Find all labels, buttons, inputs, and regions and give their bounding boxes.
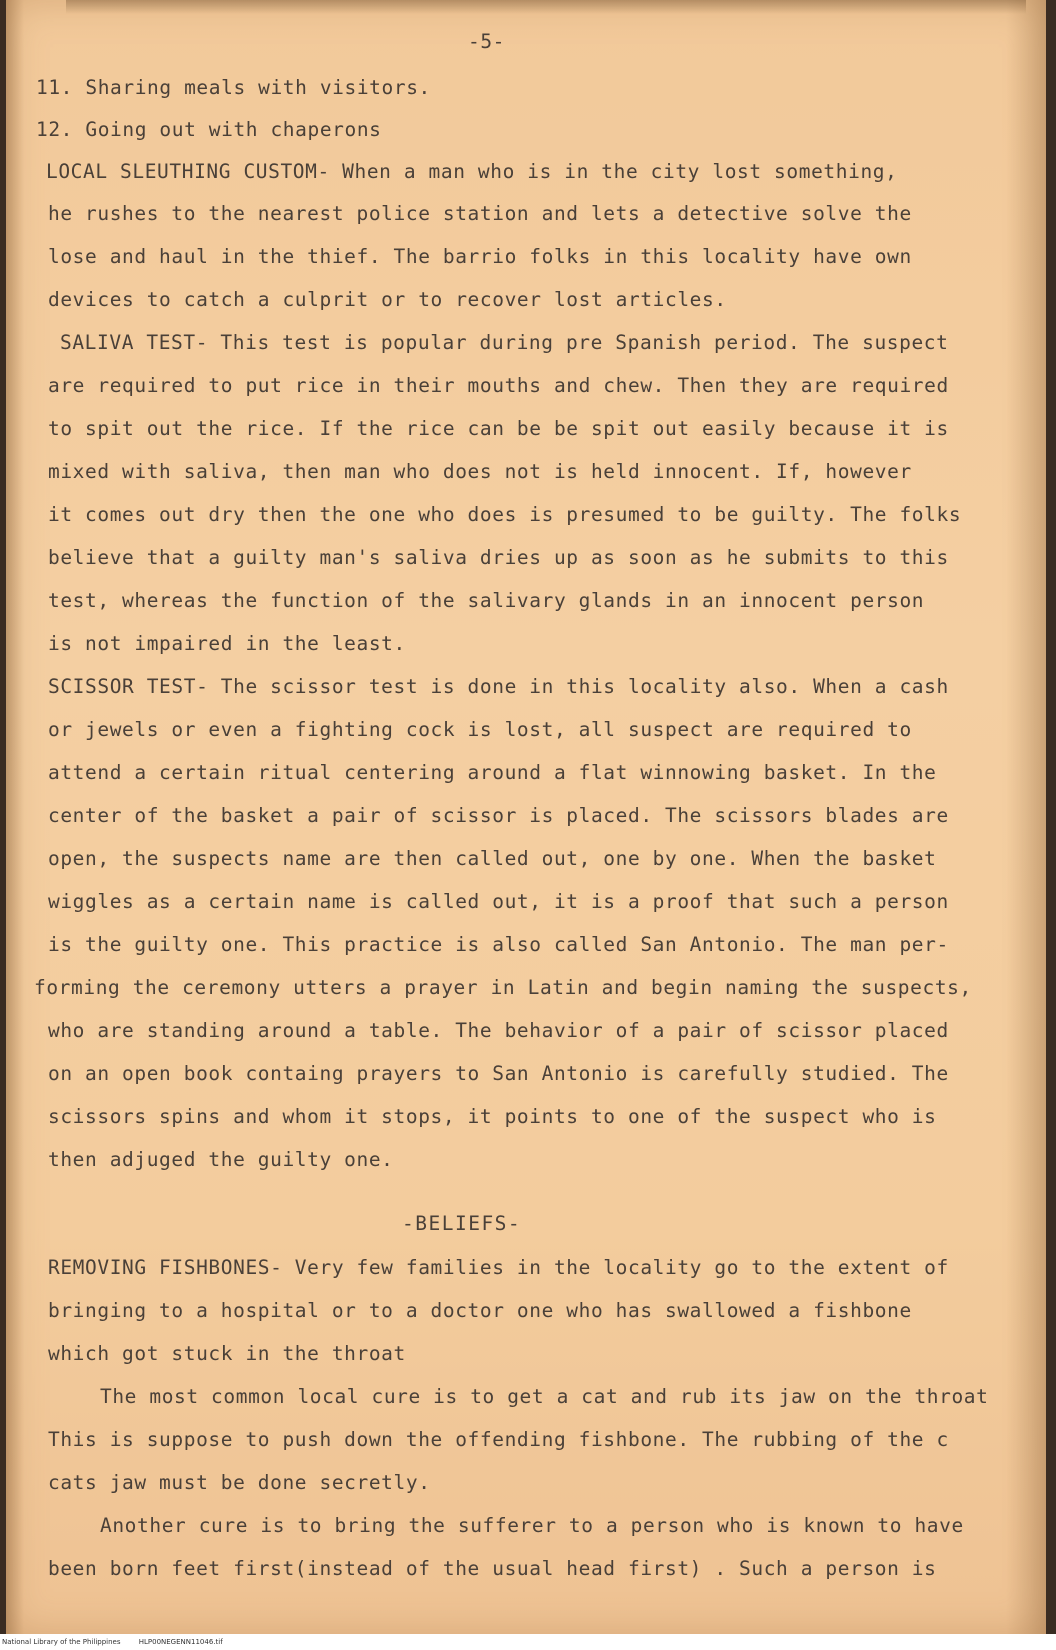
- text-line: SCISSOR TEST- The scissor test is done in this locality also. When a cash: [48, 675, 949, 698]
- text-line: or jewels or even a fighting cock is lost, all suspect are required to: [48, 718, 912, 741]
- text-line: 12. Going out with chaperons: [36, 118, 382, 141]
- text-line: mixed with saliva, then man who does not is held innocent. If, however: [48, 460, 912, 483]
- footer-file-id: HLP00NEGENN11046.tif: [138, 1638, 223, 1646]
- text-line: been born feet first(instead of the usual head first) . Such a person is: [48, 1557, 937, 1580]
- text-line: The most common local cure is to get a cat and rub its jaw on the throat: [100, 1385, 989, 1408]
- page-number: -5-: [468, 30, 506, 53]
- scan-footer: [0, 1634, 1056, 1650]
- text-line: it comes out dry then the one who does is presumed to be guilty. The folks: [48, 503, 962, 526]
- text-line: REMOVING FISHBONES- Very few families in the locality go to the extent of: [48, 1256, 949, 1279]
- text-line: devices to catch a culprit or to recover lost articles.: [48, 288, 727, 311]
- text-line: which got stuck in the throat: [48, 1342, 406, 1365]
- text-line: This is suppose to push down the offending fishbone. The rubbing of the c: [48, 1428, 949, 1451]
- text-line: center of the basket a pair of scissor is placed. The scissors blades are: [48, 804, 949, 827]
- text-line: attend a certain ritual centering around a flat winnowing basket. In the: [48, 761, 937, 784]
- text-line: he rushes to the nearest police station and lets a detective solve the: [48, 202, 912, 225]
- text-line: Another cure is to bring the sufferer to a person who is known to have: [100, 1514, 964, 1537]
- text-line: is not impaired in the least.: [48, 632, 406, 655]
- text-line: then adjuged the guilty one.: [48, 1148, 394, 1171]
- text-line: 11. Sharing meals with visitors.: [36, 76, 431, 99]
- text-line: bringing to a hospital or to a doctor one who has swallowed a fishbone: [48, 1299, 912, 1322]
- text-line: test, whereas the function of the salivary glands in an innocent person: [48, 589, 925, 612]
- text-line: forming the ceremony utters a prayer in Latin and begin naming the suspects,: [34, 976, 972, 999]
- section-heading-beliefs: -BELIEFS-: [402, 1212, 522, 1235]
- text-line: scissors spins and whom it stops, it points to one of the suspect who is: [48, 1105, 937, 1128]
- text-line: open, the suspects name are then called out, one by one. When the basket: [48, 847, 937, 870]
- text-line: lose and haul in the thief. The barrio folks in this locality have own: [48, 245, 912, 268]
- text-line: cats jaw must be done secretly.: [48, 1471, 431, 1494]
- text-line: to spit out the rice. If the rice can be be spit out easily because it is: [48, 417, 949, 440]
- text-line: are required to put rice in their mouths and chew. Then they are required: [48, 374, 949, 397]
- text-line: SALIVA TEST- This test is popular during pre Spanish period. The suspect: [60, 331, 949, 354]
- text-line: on an open book containg prayers to San Antonio is carefully studied. The: [48, 1062, 949, 1085]
- footer-institution: National Library of the Philippines: [2, 1638, 121, 1646]
- text-line: LOCAL SLEUTHING CUSTOM- When a man who is in the city lost something,: [46, 160, 898, 183]
- text-line: believe that a guilty man's saliva dries up as soon as he submits to this: [48, 546, 949, 569]
- text-line: is the guilty one. This practice is also called San Antonio. The man per-: [48, 933, 949, 956]
- text-line: wiggles as a certain name is called out, it is a proof that such a person: [48, 890, 949, 913]
- text-line: who are standing around a table. The behavior of a pair of scissor placed: [48, 1019, 949, 1042]
